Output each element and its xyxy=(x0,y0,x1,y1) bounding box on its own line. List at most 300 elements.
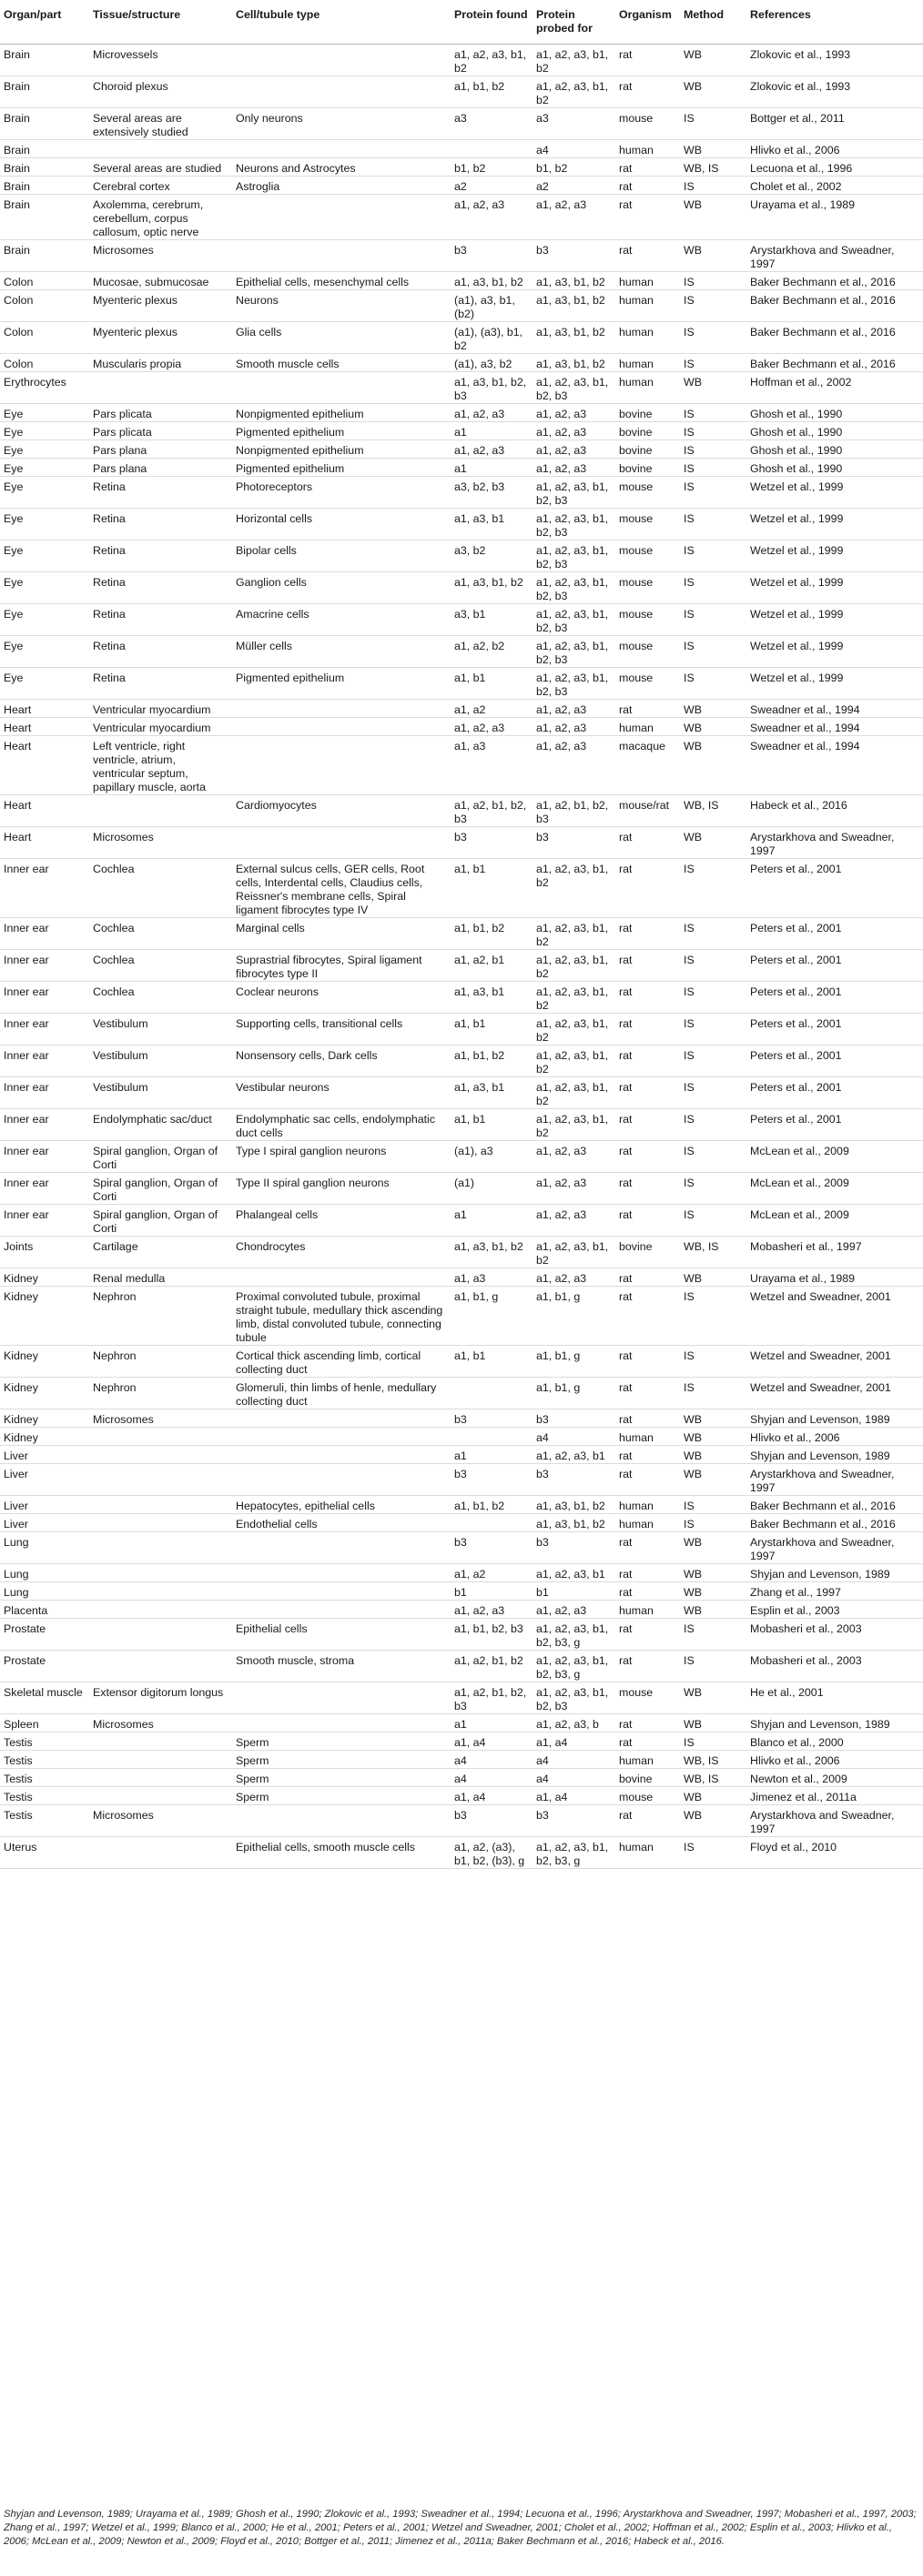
cell-organism: rat xyxy=(615,982,680,1014)
cell-cell-type: External sulcus cells, GER cells, Root cells, Interdental cells, Claudius cells, Reissner's membrane cells, Spiral ligament fibrocytes type IV xyxy=(232,859,451,918)
cell-organism: mouse xyxy=(615,509,680,540)
cell-method: IS xyxy=(680,1514,746,1532)
table-row xyxy=(0,1173,923,1205)
cell-tissue: Pars plana xyxy=(89,440,232,459)
cell-method: IS xyxy=(680,1173,746,1205)
table-row xyxy=(0,1446,923,1464)
cell-tissue: Microsomes xyxy=(89,1409,232,1428)
cell-organism: rat xyxy=(615,240,680,272)
cell-organism: human xyxy=(615,1428,680,1446)
cell-reference: He et al., 2001 xyxy=(746,1682,923,1714)
cell-method: IS xyxy=(680,572,746,604)
table-row xyxy=(0,1409,923,1428)
cell-organism: mouse xyxy=(615,1682,680,1714)
cell-organ: Eye xyxy=(0,540,89,572)
cell-organism: mouse xyxy=(615,477,680,509)
cell-reference: Ghosh et al., 1990 xyxy=(746,459,923,477)
cell-organ: Testis xyxy=(0,1805,89,1837)
cell-reference: Cholet et al., 2002 xyxy=(746,177,923,195)
table-row xyxy=(0,108,923,140)
cell-tissue: Nephron xyxy=(89,1346,232,1378)
cell-tissue xyxy=(89,1514,232,1532)
cell-organ: Inner ear xyxy=(0,1046,89,1077)
cell-protein-probed: a1, a2, a3 xyxy=(532,1601,615,1619)
table-row xyxy=(0,422,923,440)
cell-tissue: Spiral ganglion, Organ of Corti xyxy=(89,1173,232,1205)
cell-protein-found: a1, b1, g xyxy=(451,1287,532,1346)
cell-organism: human xyxy=(615,718,680,736)
cell-protein-found: b3 xyxy=(451,240,532,272)
cell-cell-type: Ganglion cells xyxy=(232,572,451,604)
cell-protein-probed: a1, a2, a3, b1, b2, b3, g xyxy=(532,1837,615,1869)
cell-protein-found: a1, a3, b1 xyxy=(451,1077,532,1109)
cell-cell-type xyxy=(232,827,451,859)
cell-method: WB xyxy=(680,1682,746,1714)
table-row xyxy=(0,1732,923,1751)
table-footnote: Shyjan and Levenson, 1989; Urayama et al., 1989; Ghosh et al., 1990; Zlokovic et al., 1993; Sweadner et al., 1994; Lecuona et al., 1996; Arystarkhova and Sweadner, 1997; Mobasheri et al., 1997, 2003; Zhang et al., 1997; Wetzel et al., 1999; Blanco et al., 2000; He et al., 2001; Peters et al., 2001; Wetzel and Sweadner, 2001; Cholet et al., 2002; Hoffman et al., 2002; Esplin et al., 2003; Hlivko et al., 2006; McLean et al., 2009; Newton et al., 2009; Floyd et al., 2010; Bottger et al., 2011; Jimenez et al., 2011a; Baker Bechmann et al., 2016; Habeck et al., 2016. xyxy=(4,2509,917,2547)
cell-protein-found: b3 xyxy=(451,1805,532,1837)
cell-protein-probed: a1, a2, a3, b xyxy=(532,1714,615,1732)
table-row xyxy=(0,404,923,422)
cell-method: IS xyxy=(680,636,746,668)
cell-protein-found: a1, a2, a3, b1, b2 xyxy=(451,45,532,76)
cell-cell-type: Suprastrial fibrocytes, Spiral ligament fibrocytes type II xyxy=(232,950,451,982)
table-row xyxy=(0,1205,923,1237)
cell-tissue xyxy=(89,1582,232,1601)
cell-cell-type: Sperm xyxy=(232,1769,451,1787)
cell-protein-found: a1, a2, b1 xyxy=(451,950,532,982)
cell-organ: Kidney xyxy=(0,1428,89,1446)
cell-protein-found: a1, b1 xyxy=(451,859,532,918)
cell-cell-type: Nonsensory cells, Dark cells xyxy=(232,1046,451,1077)
cell-cell-type xyxy=(232,45,451,76)
table-row xyxy=(0,440,923,459)
cell-organism: mouse/rat xyxy=(615,795,680,827)
cell-protein-found: a1, a3, b1, b2 xyxy=(451,1237,532,1268)
cell-protein-found: a3, b1 xyxy=(451,604,532,636)
cell-organ: Inner ear xyxy=(0,1173,89,1205)
cell-organism: rat xyxy=(615,1651,680,1682)
cell-protein-found: b3 xyxy=(451,1409,532,1428)
cell-reference: McLean et al., 2009 xyxy=(746,1141,923,1173)
table-row xyxy=(0,540,923,572)
header-organism: Organism xyxy=(615,0,680,45)
header-tissue: Tissue/structure xyxy=(89,0,232,45)
cell-cell-type: Phalangeal cells xyxy=(232,1205,451,1237)
cell-protein-found: a1, b1, b2 xyxy=(451,76,532,108)
cell-organ: Skeletal muscle xyxy=(0,1682,89,1714)
cell-organ: Brain xyxy=(0,76,89,108)
cell-reference: Peters et al., 2001 xyxy=(746,950,923,982)
cell-protein-found: a1, b1 xyxy=(451,1109,532,1141)
cell-cell-type xyxy=(232,1564,451,1582)
cell-tissue xyxy=(89,1532,232,1564)
cell-protein-probed: a1, a2, b1, b2, b3 xyxy=(532,795,615,827)
cell-method: WB xyxy=(680,827,746,859)
cell-organ: Inner ear xyxy=(0,1014,89,1046)
cell-cell-type: Astroglia xyxy=(232,177,451,195)
cell-tissue: Microsomes xyxy=(89,240,232,272)
cell-tissue: Pars plana xyxy=(89,459,232,477)
cell-reference: Shyjan and Levenson, 1989 xyxy=(746,1564,923,1582)
cell-organism: bovine xyxy=(615,422,680,440)
cell-cell-type: Epithelial cells, mesenchymal cells xyxy=(232,272,451,290)
cell-method: WB xyxy=(680,1601,746,1619)
cell-reference: Hoffman et al., 2002 xyxy=(746,372,923,404)
cell-cell-type: Photoreceptors xyxy=(232,477,451,509)
cell-protein-found: b1 xyxy=(451,1582,532,1601)
cell-method: WB xyxy=(680,1582,746,1601)
cell-protein-probed: a1, b1, g xyxy=(532,1378,615,1409)
cell-method: IS xyxy=(680,272,746,290)
cell-reference: Wetzel et al., 1999 xyxy=(746,477,923,509)
cell-reference: Zhang et al., 1997 xyxy=(746,1582,923,1601)
cell-cell-type: Müller cells xyxy=(232,636,451,668)
cell-organ: Inner ear xyxy=(0,982,89,1014)
cell-method: WB xyxy=(680,1564,746,1582)
cell-tissue: Ventricular myocardium xyxy=(89,718,232,736)
cell-tissue: Axolemma, cerebrum, cerebellum, corpus callosum, optic nerve xyxy=(89,195,232,240)
cell-protein-found: a1, a3, b1 xyxy=(451,509,532,540)
cell-organism: rat xyxy=(615,1141,680,1173)
cell-protein-probed: a1, a2, a3 xyxy=(532,1268,615,1287)
cell-tissue: Retina xyxy=(89,572,232,604)
cell-cell-type xyxy=(232,700,451,718)
cell-organ: Inner ear xyxy=(0,918,89,950)
cell-organism: rat xyxy=(615,1014,680,1046)
cell-protein-probed: a1, a2, a3 xyxy=(532,1141,615,1173)
cell-protein-probed: a1, a2, a3, b1, b2 xyxy=(532,45,615,76)
cell-protein-probed: b3 xyxy=(532,1464,615,1496)
cell-reference: Shyjan and Levenson, 1989 xyxy=(746,1714,923,1732)
cell-tissue xyxy=(89,1732,232,1751)
cell-reference: Ghosh et al., 1990 xyxy=(746,404,923,422)
table-row xyxy=(0,195,923,240)
cell-protein-probed: a1, a2, a3, b1, b2, b3, g xyxy=(532,1619,615,1651)
cell-protein-found: a1, b1, b2 xyxy=(451,918,532,950)
cell-cell-type xyxy=(232,736,451,795)
cell-method: IS xyxy=(680,1205,746,1237)
cell-organ: Eye xyxy=(0,404,89,422)
cell-cell-type: Only neurons xyxy=(232,108,451,140)
table-row xyxy=(0,572,923,604)
cell-protein-probed: a1, a2, a3 xyxy=(532,422,615,440)
cell-tissue: Nephron xyxy=(89,1287,232,1346)
cell-organ: Heart xyxy=(0,795,89,827)
table-row xyxy=(0,177,923,195)
table-row xyxy=(0,1346,923,1378)
cell-organism: human xyxy=(615,1496,680,1514)
cell-tissue xyxy=(89,140,232,158)
cell-protein-found: a1, a2, (a3), b1, b2, (b3), g xyxy=(451,1837,532,1869)
cell-reference: Shyjan and Levenson, 1989 xyxy=(746,1409,923,1428)
cell-organ: Colon xyxy=(0,322,89,354)
cell-organ: Inner ear xyxy=(0,1077,89,1109)
cell-cell-type: Cardiomyocytes xyxy=(232,795,451,827)
table-body xyxy=(0,45,923,1869)
cell-method: WB xyxy=(680,76,746,108)
cell-method: WB xyxy=(680,372,746,404)
cell-protein-probed: a1, a2, a3, b1, b2 xyxy=(532,859,615,918)
cell-cell-type xyxy=(232,1446,451,1464)
cell-tissue: Cochlea xyxy=(89,859,232,918)
table-row xyxy=(0,859,923,918)
header-method: Method xyxy=(680,0,746,45)
cell-reference: Floyd et al., 2010 xyxy=(746,1837,923,1869)
cell-organism: mouse xyxy=(615,1787,680,1805)
table-row xyxy=(0,1496,923,1514)
cell-organ: Placenta xyxy=(0,1601,89,1619)
cell-protein-found: a1 xyxy=(451,1714,532,1732)
cell-protein-probed: a1, a2, a3, b1, b2 xyxy=(532,982,615,1014)
cell-protein-probed: b3 xyxy=(532,1409,615,1428)
cell-reference: Baker Bechmann et al., 2016 xyxy=(746,290,923,322)
cell-method: WB xyxy=(680,1464,746,1496)
cell-tissue xyxy=(89,1564,232,1582)
table-row xyxy=(0,140,923,158)
cell-organism: bovine xyxy=(615,440,680,459)
cell-organ: Testis xyxy=(0,1787,89,1805)
cell-cell-type: Endolymphatic sac cells, endolymphatic duct cells xyxy=(232,1109,451,1141)
cell-organism: rat xyxy=(615,76,680,108)
cell-tissue: Cartilage xyxy=(89,1237,232,1268)
cell-protein-probed: a4 xyxy=(532,1769,615,1787)
cell-reference: Newton et al., 2009 xyxy=(746,1769,923,1787)
table-row xyxy=(0,459,923,477)
cell-cell-type xyxy=(232,1268,451,1287)
cell-cell-type xyxy=(232,1682,451,1714)
cell-method: IS xyxy=(680,1619,746,1651)
cell-method: IS xyxy=(680,1077,746,1109)
cell-organism: rat xyxy=(615,1109,680,1141)
cell-organ: Inner ear xyxy=(0,950,89,982)
cell-tissue xyxy=(89,1428,232,1446)
cell-reference: Urayama et al., 1989 xyxy=(746,1268,923,1287)
cell-cell-type xyxy=(232,1582,451,1601)
table-row xyxy=(0,718,923,736)
cell-protein-probed: a1, a3, b1, b2 xyxy=(532,322,615,354)
table-row xyxy=(0,1268,923,1287)
cell-organism: rat xyxy=(615,1446,680,1464)
cell-method: IS xyxy=(680,1837,746,1869)
cell-protein-probed: a3 xyxy=(532,108,615,140)
cell-tissue: Mucosae, submucosae xyxy=(89,272,232,290)
cell-organ: Lung xyxy=(0,1582,89,1601)
cell-reference: Baker Bechmann et al., 2016 xyxy=(746,322,923,354)
cell-method: IS xyxy=(680,668,746,700)
cell-organ: Kidney xyxy=(0,1346,89,1378)
table-row xyxy=(0,1837,923,1869)
cell-protein-found: a4 xyxy=(451,1769,532,1787)
cell-cell-type: Hepatocytes, epithelial cells xyxy=(232,1496,451,1514)
cell-reference: Zlokovic et al., 1993 xyxy=(746,76,923,108)
cell-method: IS xyxy=(680,918,746,950)
cell-organism: bovine xyxy=(615,404,680,422)
cell-cell-type xyxy=(232,140,451,158)
cell-protein-found: a1, b1 xyxy=(451,668,532,700)
cell-organ: Brain xyxy=(0,177,89,195)
cell-reference: Ghosh et al., 1990 xyxy=(746,440,923,459)
cell-reference: Habeck et al., 2016 xyxy=(746,795,923,827)
cell-protein-probed: a2 xyxy=(532,177,615,195)
cell-reference: Baker Bechmann et al., 2016 xyxy=(746,272,923,290)
cell-protein-found: a1, b1, b2, b3 xyxy=(451,1619,532,1651)
cell-tissue: Several areas are studied xyxy=(89,158,232,177)
cell-cell-type: Amacrine cells xyxy=(232,604,451,636)
cell-protein-found: a1, b1, b2 xyxy=(451,1046,532,1077)
cell-protein-found: (a1), a3, b1, (b2) xyxy=(451,290,532,322)
cell-protein-probed: a1, a2, a3, b1 xyxy=(532,1446,615,1464)
cell-cell-type: Supporting cells, transitional cells xyxy=(232,1014,451,1046)
cell-reference: Baker Bechmann et al., 2016 xyxy=(746,354,923,372)
cell-tissue xyxy=(89,1446,232,1464)
table-row xyxy=(0,1805,923,1837)
cell-cell-type: Glia cells xyxy=(232,322,451,354)
cell-reference: McLean et al., 2009 xyxy=(746,1173,923,1205)
cell-organ: Inner ear xyxy=(0,1141,89,1173)
cell-protein-probed: a1, a2, a3 xyxy=(532,718,615,736)
cell-protein-found: a3, b2 xyxy=(451,540,532,572)
cell-reference: Arystarkhova and Sweadner, 1997 xyxy=(746,1805,923,1837)
cell-reference: Wetzel et al., 1999 xyxy=(746,572,923,604)
cell-method: IS xyxy=(680,1141,746,1173)
cell-tissue: Ventricular myocardium xyxy=(89,700,232,718)
table-row xyxy=(0,636,923,668)
cell-reference: Bottger et al., 2011 xyxy=(746,108,923,140)
cell-protein-found: (a1), a3, b2 xyxy=(451,354,532,372)
cell-organ: Kidney xyxy=(0,1287,89,1346)
cell-tissue xyxy=(89,1787,232,1805)
cell-organism: human xyxy=(615,140,680,158)
cell-cell-type: Glomeruli, thin limbs of henle, medullary collecting duct xyxy=(232,1378,451,1409)
cell-method: WB xyxy=(680,1428,746,1446)
cell-tissue: Spiral ganglion, Organ of Corti xyxy=(89,1205,232,1237)
cell-method: IS xyxy=(680,477,746,509)
cell-reference: Baker Bechmann et al., 2016 xyxy=(746,1514,923,1532)
cell-protein-probed: a1, a2, a3, b1, b2 xyxy=(532,1014,615,1046)
cell-organ: Inner ear xyxy=(0,1109,89,1141)
cell-protein-found: a1, a2, a3 xyxy=(451,718,532,736)
cell-method: WB xyxy=(680,700,746,718)
cell-reference: Lecuona et al., 1996 xyxy=(746,158,923,177)
cell-method: IS xyxy=(680,509,746,540)
cell-cell-type: Coclear neurons xyxy=(232,982,451,1014)
cell-tissue xyxy=(89,1464,232,1496)
table-row xyxy=(0,1619,923,1651)
cell-method: WB xyxy=(680,1787,746,1805)
cell-method: WB xyxy=(680,195,746,240)
cell-organism: human xyxy=(615,1837,680,1869)
cell-protein-probed: a1, a2, a3, b1, b2, b3 xyxy=(532,509,615,540)
cell-protein-probed: a1, a2, a3 xyxy=(532,1173,615,1205)
cell-protein-found: a1, a2, b1, b2, b3 xyxy=(451,795,532,827)
cell-organism: human xyxy=(615,322,680,354)
table-row xyxy=(0,290,923,322)
cell-organ: Heart xyxy=(0,736,89,795)
table-row xyxy=(0,918,923,950)
cell-protein-probed: a1, a2, a3, b1 xyxy=(532,1564,615,1582)
cell-protein-probed: a1, a4 xyxy=(532,1732,615,1751)
cell-reference: Sweadner et al., 1994 xyxy=(746,718,923,736)
cell-method: IS xyxy=(680,440,746,459)
cell-method: IS xyxy=(680,604,746,636)
table-row xyxy=(0,1582,923,1601)
cell-method: IS xyxy=(680,1287,746,1346)
cell-reference: Wetzel et al., 1999 xyxy=(746,668,923,700)
cell-protein-found: a1, a2, a3 xyxy=(451,195,532,240)
cell-tissue: Several areas are extensively studied xyxy=(89,108,232,140)
cell-protein-probed: a1, a2, a3, b1, b2, b3 xyxy=(532,668,615,700)
cell-reference: Mobasheri et al., 2003 xyxy=(746,1651,923,1682)
table-row xyxy=(0,240,923,272)
cell-protein-found: b3 xyxy=(451,827,532,859)
cell-reference: McLean et al., 2009 xyxy=(746,1205,923,1237)
cell-protein-found: a3, b2, b3 xyxy=(451,477,532,509)
table-row xyxy=(0,1014,923,1046)
cell-organ: Liver xyxy=(0,1446,89,1464)
cell-protein-found: a1, a3, b1, b2 xyxy=(451,272,532,290)
cell-reference: Hlivko et al., 2006 xyxy=(746,140,923,158)
cell-protein-found: a1, a2, b2 xyxy=(451,636,532,668)
cell-organ: Brain xyxy=(0,195,89,240)
cell-protein-probed: b3 xyxy=(532,1532,615,1564)
cell-method: IS xyxy=(680,950,746,982)
table-row xyxy=(0,509,923,540)
cell-method: IS xyxy=(680,1496,746,1514)
cell-tissue xyxy=(89,1496,232,1514)
cell-organ: Liver xyxy=(0,1496,89,1514)
table-row xyxy=(0,1287,923,1346)
cell-method: IS xyxy=(680,1378,746,1409)
cell-organism: mouse xyxy=(615,668,680,700)
cell-method: IS xyxy=(680,1732,746,1751)
cell-protein-probed: a1, a2, a3, b1, b2 xyxy=(532,1237,615,1268)
cell-cell-type: Sperm xyxy=(232,1751,451,1769)
table-row xyxy=(0,45,923,76)
cell-method: WB xyxy=(680,1409,746,1428)
cell-organ: Eye xyxy=(0,477,89,509)
cell-protein-found xyxy=(451,1514,532,1532)
cell-tissue: Muscularis propia xyxy=(89,354,232,372)
cell-cell-type: Sperm xyxy=(232,1787,451,1805)
cell-cell-type xyxy=(232,1532,451,1564)
cell-method: WB, IS xyxy=(680,1769,746,1787)
cell-cell-type xyxy=(232,1464,451,1496)
cell-organ: Brain xyxy=(0,108,89,140)
cell-tissue xyxy=(89,372,232,404)
cell-organ: Lung xyxy=(0,1532,89,1564)
cell-cell-type: Sperm xyxy=(232,1732,451,1751)
cell-cell-type xyxy=(232,1409,451,1428)
cell-protein-found: a1 xyxy=(451,459,532,477)
cell-organ: Testis xyxy=(0,1751,89,1769)
cell-protein-probed: a1, a4 xyxy=(532,1787,615,1805)
cell-organ: Uterus xyxy=(0,1837,89,1869)
cell-method: IS xyxy=(680,1046,746,1077)
cell-reference: Peters et al., 2001 xyxy=(746,1046,923,1077)
cell-reference: Wetzel and Sweadner, 2001 xyxy=(746,1287,923,1346)
cell-tissue: Endolymphatic sac/duct xyxy=(89,1109,232,1141)
cell-reference: Peters et al., 2001 xyxy=(746,1109,923,1141)
cell-protein-found xyxy=(451,1428,532,1446)
cell-reference: Mobasheri et al., 1997 xyxy=(746,1237,923,1268)
cell-reference: Baker Bechmann et al., 2016 xyxy=(746,1496,923,1514)
cell-cell-type: Pigmented epithelium xyxy=(232,668,451,700)
cell-organ: Colon xyxy=(0,272,89,290)
cell-protein-probed: a1, a2, a3, b1, b2, b3 xyxy=(532,1682,615,1714)
cell-reference: Peters et al., 2001 xyxy=(746,1077,923,1109)
cell-protein-found: b1, b2 xyxy=(451,158,532,177)
